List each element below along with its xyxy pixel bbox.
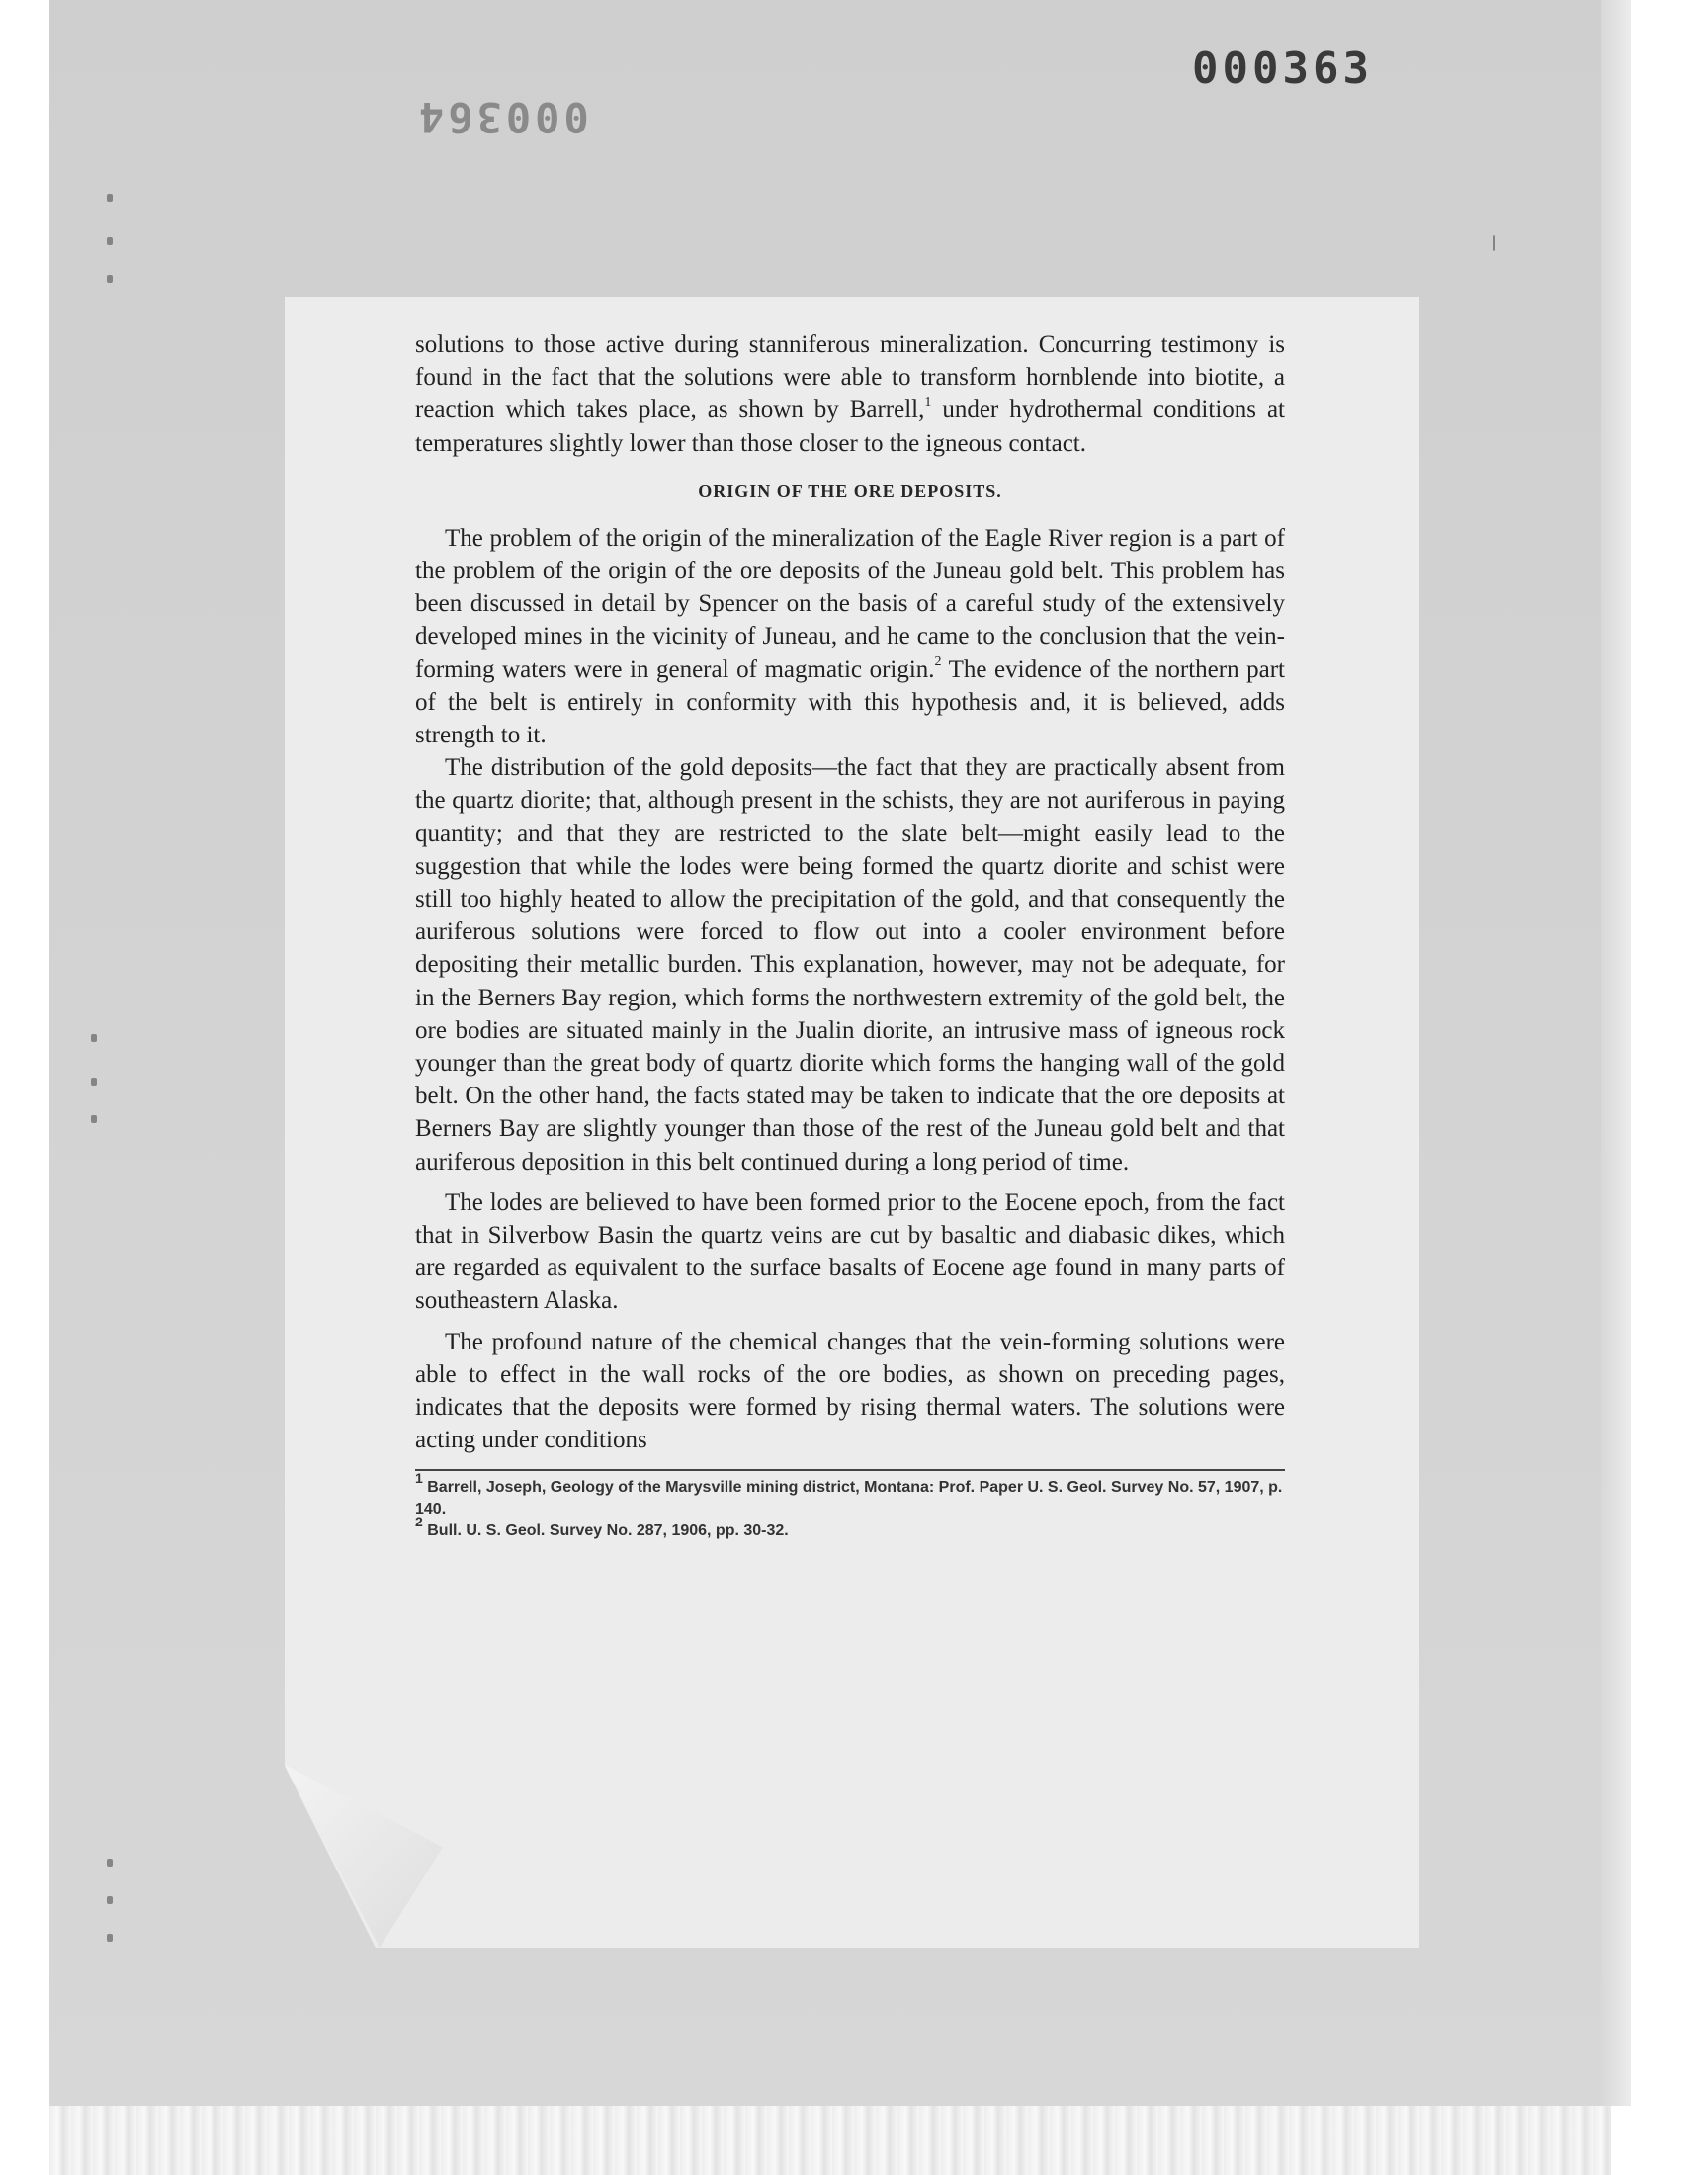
scan-speck: [91, 1078, 97, 1086]
page-stamp-number: 000363: [1192, 44, 1373, 94]
scan-speck: [107, 275, 113, 283]
mirrored-page-stamp-number: 000364: [415, 93, 589, 141]
origin-paragraph-2: The distribution of the gold deposits—the fact that they are practically absent from the quartz diorite; that, although present in the schists, they are not auriferous in paying quantity; and that they are restricted to the slate belt—might easily lead to the suggestion that while the lodes were being formed the quartz diorite and schist were still too highly heated to allow the precipitation of the gold, and that consequently the auriferous solutions were forced to flow out into a cooler environment before depositing their metallic burden. This explanation, however, may not be adequate, for in the Berners Bay region, which forms the northwestern extremity of the gold belt, the ore bodies are situated mainly in the Jualin diorite, an intrusive mass of igneous rock younger than the great body of quartz diorite which forms the hanging wall of the gold belt. On the other hand, the facts stated may be taken to indicate that the ore deposits at Berners Bay are slightly younger than those of the rest of the Juneau gold belt and that auriferous deposition in this belt continued during a long period of time.: [415, 754, 1285, 1175]
origin-paragraph-3: The lodes are believed to have been formed prior to the Eocene epoch, from the fact that in Silverbow Basin the quartz veins are cut by basaltic and diabasic dikes, which are regarded as equivalent to the surface basalts of Eocene age found in many parts of southeastern Alaska.: [415, 1188, 1285, 1315]
footnote-marker-2: 2: [415, 1514, 423, 1530]
footnote-reference-2: 2: [934, 654, 942, 670]
origin-paragraph-1: [415, 522, 1285, 751]
footnote-1: [415, 1470, 1285, 1521]
footnote-reference-1: 1: [924, 395, 932, 411]
footnote-divider: [415, 1469, 1285, 1471]
opening-paragraph: [415, 328, 1285, 460]
scan-speck: [107, 1934, 113, 1942]
footnotes: [415, 1470, 1285, 1542]
scan-speck: [107, 1896, 113, 1904]
document-content: [415, 328, 1285, 1542]
origin-paragraph-1-text-part-2: The evidence of the northern part of the belt is entirely in conformity with this hypothesis and, it is believed, adds strength to it.: [415, 655, 1285, 749]
footnote-2: [415, 1514, 1285, 1542]
scan-speck: [91, 1034, 97, 1042]
opening-paragraph-text-part-2: under hydrothermal conditions at temperatures slightly lower than those closer to the igneous contact.: [415, 396, 1285, 457]
scan-speck: [91, 1115, 97, 1123]
scan-speck: [107, 194, 113, 202]
background-sheet-edge: [1601, 0, 1631, 2106]
footnote-2-text: Bull. U. S. Geol. Survey No. 287, 1906, pp. 30-32.: [427, 1522, 789, 1539]
scan-speck: [107, 237, 113, 245]
origin-paragraph-1-text-part-1: The problem of the origin of the mineralization of the Eagle River region is a part of the problem of the origin of the ore deposits of the Juneau gold belt. This problem has been discussed in detail by Spencer on the basis of a careful study of the extensively developed mines in the vicinity of Juneau, and he came to the conclusion that the vein-forming waters were in general of magmatic origin.: [415, 524, 1285, 683]
origin-paragraph-4: The profound nature of the chemical changes that the vein-forming solutions were able to effect in the wall rocks of the ore bodies, as shown on preceding pages, indicates that the deposits were formed by rising thermal waters. The solutions were acting under conditions: [415, 1328, 1285, 1454]
footnote-marker-1: 1: [415, 1470, 423, 1487]
scan-bottom-strip: [49, 2106, 1611, 2175]
opening-paragraph-text-part-1: solutions to those active during stanniferous mineralization. Concurring testimony is found in the fact that the solutions were able to transform hornblende into biotite, a reaction which takes place, as shown by Barrell,: [415, 331, 1285, 424]
section-heading: ORIGIN OF THE ORE DEPOSITS.: [698, 480, 1002, 501]
scan-speck: [107, 1859, 113, 1867]
scan-speck: [1493, 235, 1495, 251]
footnote-1-text: Barrell, Joseph, Geology of the Marysville mining district, Montana: Prof. Paper U. S. Geol. Survey No. 57, 1907, p. 140.: [415, 1478, 1283, 1518]
